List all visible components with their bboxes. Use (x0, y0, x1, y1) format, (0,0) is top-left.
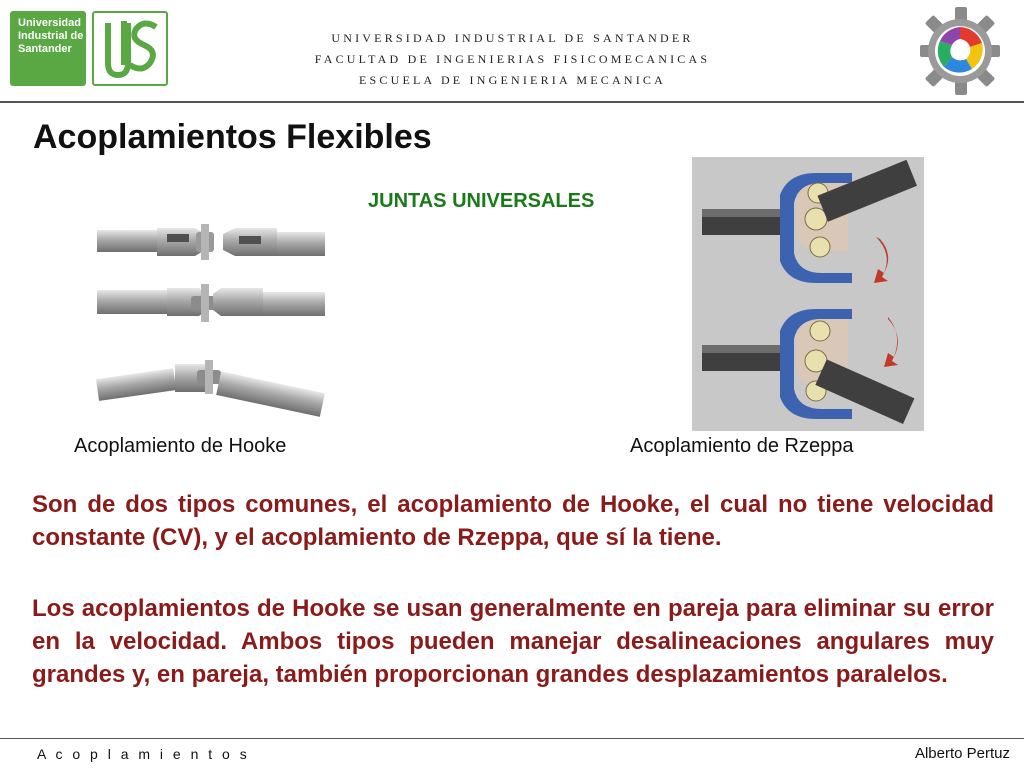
body-paragraph-types: Son de dos tipos comunes, el acoplamiento de Hooke, el cual no tiene velocidad constante (CV), y el acoplamiento de Rzeppa, que sí la tiene. (32, 491, 994, 551)
body-paragraph-usage: Los acoplamientos de Hooke se usan generalmente en pareja para eliminar su error en la velocidad. Ambos tipos pueden manejar desalineaciones angulares muy grandes y, en pareja, también proporcionan grandes desplazamientos paralelos. (32, 595, 994, 688)
logo-line-3: Santander (18, 43, 72, 55)
faculty-name: FACULTAD DE INGENIERIAS FISICOMECANICAS (314, 52, 711, 66)
gear-logo-icon (918, 5, 1002, 97)
slide-subtitle: JUNTAS UNIVERSALES (368, 190, 595, 212)
footer-topic: A c o p l a m i e n t o s (37, 746, 250, 762)
school-name: ESCUELA DE INGENIERIA MECANICA (359, 73, 666, 87)
logo-line-1: Universidad (18, 17, 81, 29)
uis-monogram-logo (92, 11, 168, 86)
institution-header (240, 28, 785, 91)
hooke-caption: Acoplamiento de Hooke (74, 435, 287, 457)
rzeppa-caption: Acoplamiento de Rzeppa (630, 435, 854, 457)
rzeppa-coupling-image (692, 157, 924, 431)
hooke-coupling-image (93, 214, 327, 423)
footer-author: Alberto Pertuz (914, 745, 1010, 762)
slide-title: Acoplamientos Flexibles (33, 118, 432, 156)
university-name: UNIVERSIDAD INDUSTRIAL DE SANTANDER (331, 31, 694, 45)
logo-line-2: Industrial de (18, 30, 84, 42)
uis-text-logo (10, 11, 86, 86)
footer-divider (0, 738, 1024, 739)
header-divider (0, 101, 1024, 103)
